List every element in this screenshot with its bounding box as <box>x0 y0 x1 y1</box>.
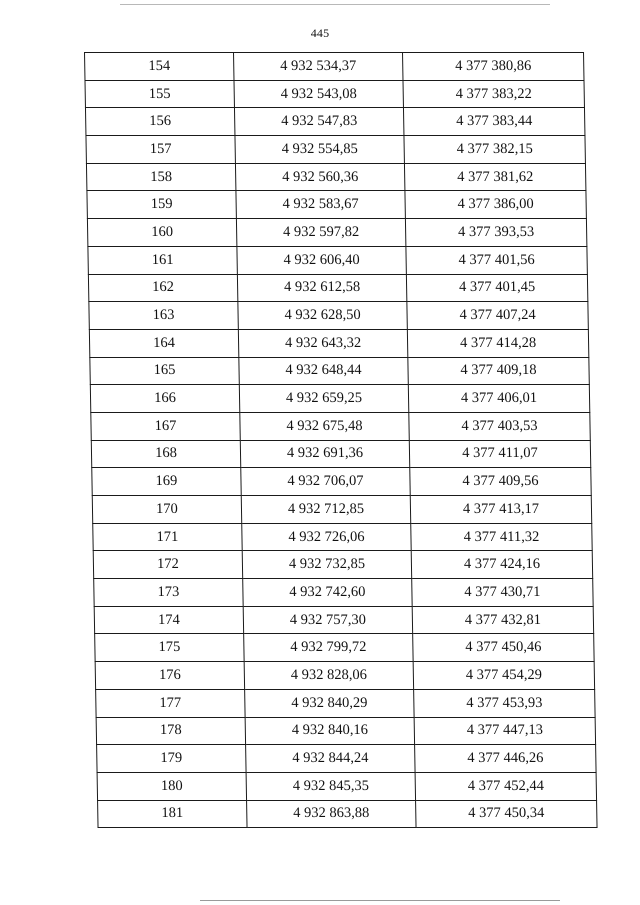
point-number-cell: 154 <box>85 53 234 81</box>
x-coordinate-cell: 4 932 863,88 <box>247 800 416 828</box>
point-number-cell: 157 <box>86 136 235 164</box>
point-number-cell: 159 <box>87 191 236 219</box>
y-coordinate-cell: 4 377 411,07 <box>409 440 590 468</box>
point-number-cell: 163 <box>89 302 238 330</box>
coordinates-table-body <box>85 53 598 828</box>
point-number-cell: 164 <box>89 329 238 357</box>
x-coordinate-cell: 4 932 840,29 <box>245 689 414 717</box>
x-coordinate-cell: 4 932 659,25 <box>239 385 408 413</box>
y-coordinate-cell: 4 377 393,53 <box>405 219 586 247</box>
point-number-cell: 155 <box>85 80 234 108</box>
table-row <box>93 551 592 579</box>
table-row <box>97 772 596 800</box>
table-row <box>91 440 590 468</box>
point-number-cell: 177 <box>96 689 245 717</box>
x-coordinate-cell: 4 932 845,35 <box>246 772 415 800</box>
y-coordinate-cell: 4 377 424,16 <box>411 551 592 579</box>
y-coordinate-cell: 4 377 407,24 <box>407 302 588 330</box>
table-row <box>89 329 588 357</box>
point-number-cell: 180 <box>97 772 246 800</box>
y-coordinate-cell: 4 377 382,15 <box>404 136 585 164</box>
table-row <box>89 302 588 330</box>
y-coordinate-cell: 4 377 386,00 <box>405 191 586 219</box>
table-row <box>88 274 587 302</box>
x-coordinate-cell: 4 932 606,40 <box>237 246 406 274</box>
point-number-cell: 173 <box>94 579 243 607</box>
x-coordinate-cell: 4 932 691,36 <box>240 440 409 468</box>
x-coordinate-cell: 4 932 554,85 <box>235 136 404 164</box>
y-coordinate-cell: 4 377 411,32 <box>411 523 592 551</box>
point-number-cell: 172 <box>93 551 242 579</box>
table-row <box>87 219 586 247</box>
x-coordinate-cell: 4 932 583,67 <box>236 191 405 219</box>
table-row <box>95 634 594 662</box>
x-coordinate-cell: 4 932 643,32 <box>238 329 407 357</box>
table-row <box>85 108 584 136</box>
table-row <box>85 80 584 108</box>
point-number-cell: 165 <box>90 357 239 385</box>
y-coordinate-cell: 4 377 430,71 <box>412 579 593 607</box>
table-row <box>86 136 585 164</box>
y-coordinate-cell: 4 377 453,93 <box>414 689 595 717</box>
point-number-cell: 166 <box>90 385 239 413</box>
x-coordinate-cell: 4 932 712,85 <box>241 496 410 524</box>
y-coordinate-cell: 4 377 432,81 <box>412 606 593 634</box>
x-coordinate-cell: 4 932 612,58 <box>237 274 406 302</box>
x-coordinate-cell: 4 932 597,82 <box>236 219 405 247</box>
x-coordinate-cell: 4 932 840,16 <box>245 717 414 745</box>
y-coordinate-cell: 4 377 403,53 <box>409 412 590 440</box>
point-number-cell: 181 <box>98 800 247 828</box>
y-coordinate-cell: 4 377 413,17 <box>410 496 591 524</box>
point-number-cell: 167 <box>91 412 240 440</box>
table-row <box>87 191 586 219</box>
point-number-cell: 175 <box>95 634 244 662</box>
table-row <box>85 53 584 81</box>
scan-edge-top <box>120 4 550 5</box>
y-coordinate-cell: 4 377 383,22 <box>403 80 584 108</box>
point-number-cell: 160 <box>87 219 236 247</box>
x-coordinate-cell: 4 932 628,50 <box>238 302 407 330</box>
coordinates-table <box>84 52 598 828</box>
y-coordinate-cell: 4 377 409,18 <box>408 357 589 385</box>
table-row <box>90 357 589 385</box>
x-coordinate-cell: 4 932 757,30 <box>243 606 412 634</box>
point-number-cell: 171 <box>93 523 242 551</box>
table-row <box>98 800 597 828</box>
x-coordinate-cell: 4 932 799,72 <box>244 634 413 662</box>
x-coordinate-cell: 4 932 844,24 <box>246 745 415 773</box>
page-number: 445 <box>310 26 330 40</box>
table-row <box>86 163 585 191</box>
y-coordinate-cell: 4 377 450,46 <box>413 634 594 662</box>
table-row <box>90 385 589 413</box>
y-coordinate-cell: 4 377 401,56 <box>406 246 587 274</box>
y-coordinate-cell: 4 377 406,01 <box>408 385 589 413</box>
table-row <box>91 412 590 440</box>
x-coordinate-cell: 4 932 706,07 <box>241 468 410 496</box>
x-coordinate-cell: 4 932 675,48 <box>240 412 409 440</box>
point-number-cell: 174 <box>94 606 243 634</box>
point-number-cell: 161 <box>88 246 237 274</box>
y-coordinate-cell: 4 377 380,86 <box>403 53 584 81</box>
y-coordinate-cell: 4 377 414,28 <box>407 329 588 357</box>
y-coordinate-cell: 4 377 381,62 <box>404 163 585 191</box>
point-number-cell: 170 <box>92 496 241 524</box>
x-coordinate-cell: 4 932 828,06 <box>244 662 413 690</box>
point-number-cell: 162 <box>88 274 237 302</box>
x-coordinate-cell: 4 932 726,06 <box>242 523 411 551</box>
table-row <box>94 606 593 634</box>
point-number-cell: 158 <box>86 163 235 191</box>
x-coordinate-cell: 4 932 547,83 <box>234 108 403 136</box>
point-number-cell: 156 <box>85 108 234 136</box>
table-row <box>93 523 592 551</box>
point-number-cell: 176 <box>95 662 244 690</box>
y-coordinate-cell: 4 377 447,13 <box>414 717 595 745</box>
point-number-cell: 169 <box>92 468 241 496</box>
y-coordinate-cell: 4 377 446,26 <box>415 745 596 773</box>
table-row <box>92 496 591 524</box>
point-number-cell: 178 <box>96 717 245 745</box>
y-coordinate-cell: 4 377 454,29 <box>413 662 594 690</box>
y-coordinate-cell: 4 377 383,44 <box>403 108 584 136</box>
y-coordinate-cell: 4 377 401,45 <box>406 274 587 302</box>
x-coordinate-cell: 4 932 648,44 <box>239 357 408 385</box>
x-coordinate-cell: 4 932 560,36 <box>235 163 404 191</box>
x-coordinate-cell: 4 932 543,08 <box>234 80 403 108</box>
y-coordinate-cell: 4 377 409,56 <box>410 468 591 496</box>
x-coordinate-cell: 4 932 742,60 <box>243 579 412 607</box>
scan-edge-bottom <box>200 900 560 901</box>
table-row <box>97 745 596 773</box>
point-number-cell: 179 <box>97 745 246 773</box>
point-number-cell: 168 <box>91 440 240 468</box>
table-row <box>92 468 591 496</box>
table-row <box>88 246 587 274</box>
table-row <box>94 579 593 607</box>
table-row <box>96 689 595 717</box>
y-coordinate-cell: 4 377 452,44 <box>415 772 596 800</box>
x-coordinate-cell: 4 932 732,85 <box>242 551 411 579</box>
y-coordinate-cell: 4 377 450,34 <box>416 800 597 828</box>
table-row <box>95 662 594 690</box>
table-row <box>96 717 595 745</box>
x-coordinate-cell: 4 932 534,37 <box>234 53 403 81</box>
